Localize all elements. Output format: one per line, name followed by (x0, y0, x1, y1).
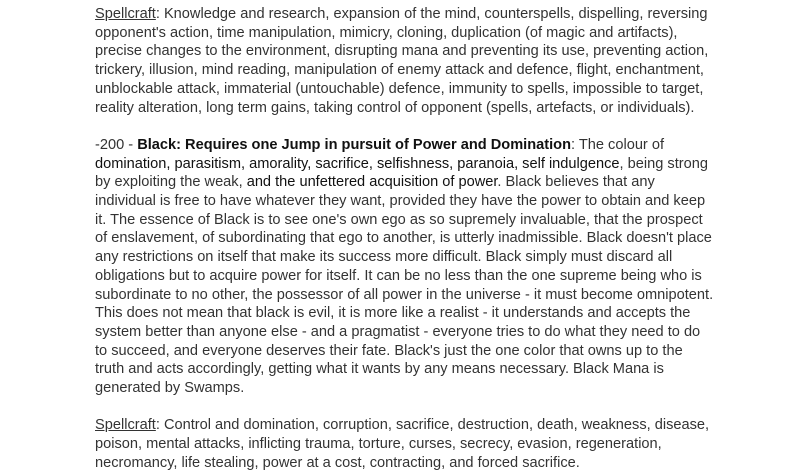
black-paragraph (95, 136, 715, 398)
document-page (95, 5, 715, 473)
acquisition-text: and the unfettered acquisition of power (246, 174, 498, 191)
spellcraft-black-paragraph (95, 416, 715, 472)
spellcraft-label: Spellcraft (95, 417, 156, 434)
paragraph-gap (95, 398, 715, 417)
paragraph-gap (95, 117, 715, 136)
traits-text: domination, parasitism, amorality, sacrifice, selfishness, paranoia, self indulgence (95, 155, 620, 172)
black-body-text: . Black believes that any individual is free to have whatever they want, provided they have the power to obtain and keep it. The essence of Black is to see one's own ego as so supremely invaluable, that the prospect of enslavement, of subordinating that ego to another, is utterly inadmissible. Black doesn't place any restrictions on itself that make its success more difficult. Black simply must discard all obligations but to acquire power for itself. It can be no less than the one supreme being who is subordinate to no other, the possessor of all power in the universe - it must become omnipotent. This does not mean that black is evil, it is more like a realist - it understands and accepts the system better than anyone else - and a pragmatist - everyone tries to do what they need to do to succeed, and everyone deserves their fate. Black's just the one color that owns up to the truth and acts accordingly, getting what it wants by any means necessary. Black Mana is generated by Swamps. (95, 174, 714, 397)
black-heading: Black: Requires one Jump in pursuit of Power and Domination (137, 136, 571, 153)
spellcraft-label: Spellcraft (95, 6, 156, 22)
spellcraft-white-paragraph (95, 5, 715, 117)
spellcraft-text: : Control and domination, corruption, sacrifice, destruction, death, weakness, disease, poison, mental attacks, inflicting trauma, torture, curses, secrecy, evasion, regeneration, necromancy, life stealing, power at a cost, contracting, and forced sacrifice. (95, 417, 710, 471)
mid-text: , being strong by exploiting the weak, (95, 155, 708, 191)
intro-text: : The colour of (571, 136, 665, 153)
cost-text: -200 - (95, 136, 138, 153)
spellcraft-text: : Knowledge and research, expansion of the mind, counterspells, dispelling, reversing opponent's action, time manipulation, mimicry, cloning, duplication (of magic and artifacts), precise changes to the environment, disrupting mana and preventing its use, preventing action, trickery, illusion, mind reading, manipulation of enemy attack and defence, flight, enchantment, unblockable attack, immaterial (untouchable) defence, immunity to spells, impossible to target, reality alteration, long term gains, taking control of opponent (spells, artefacts, or individuals). (95, 6, 709, 116)
